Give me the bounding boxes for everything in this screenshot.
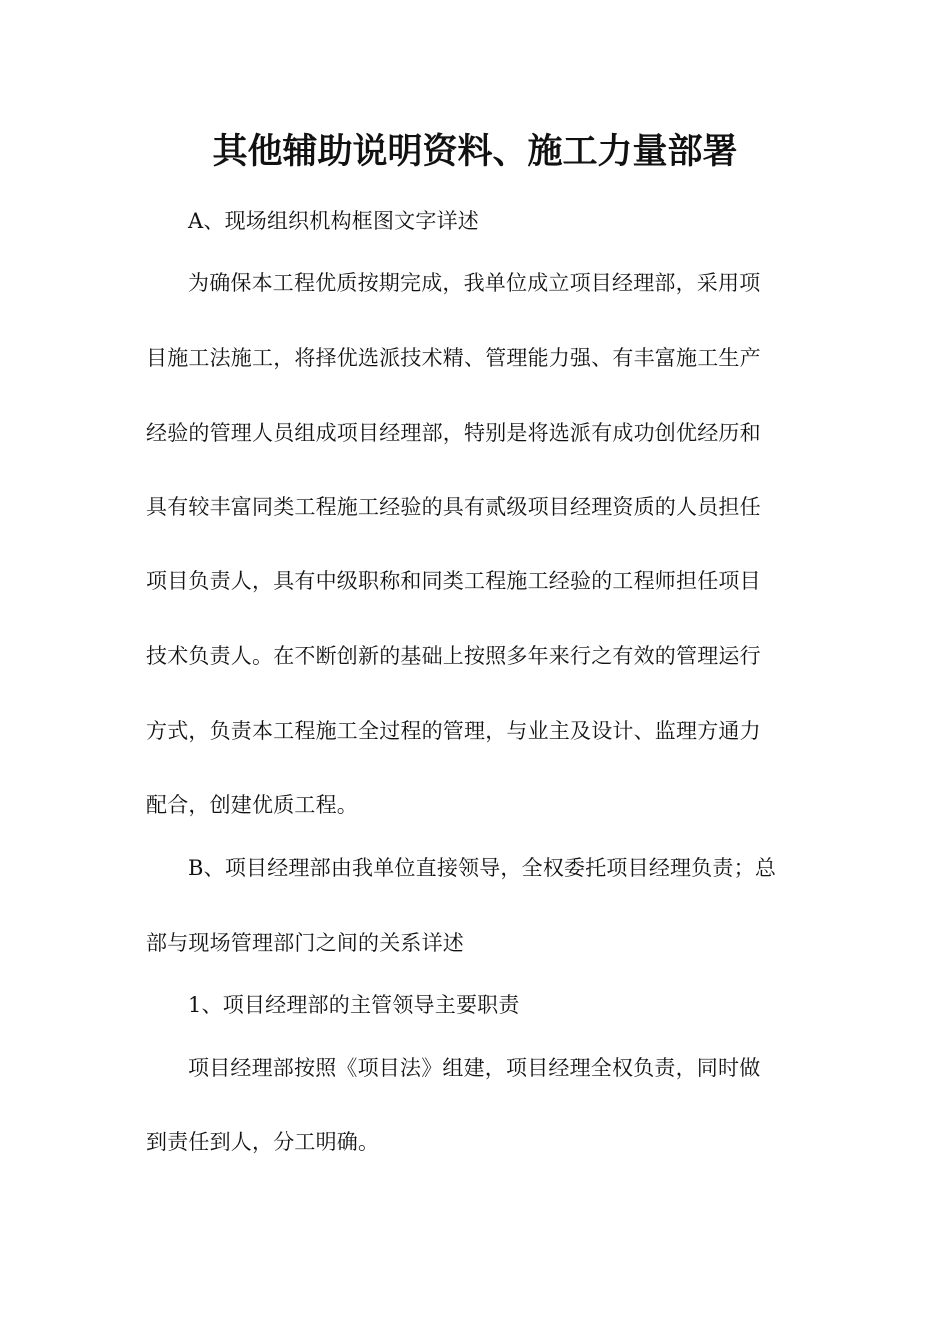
paragraph-line: 技术负责人。在不断创新的基础上按照多年来行之有效的管理运行 <box>146 644 761 668</box>
paragraph-line: 到责任到人，分工明确。 <box>146 1130 380 1154</box>
paragraph-line: 方式，负责本工程施工全过程的管理，与业主及设计、监理方通力 <box>146 719 761 743</box>
paragraph-line: 为确保本工程优质按期完成，我单位成立项目经理部，采用项 <box>188 271 761 295</box>
section-a-heading: A、现场组织机构框图文字详述 <box>188 209 479 233</box>
paragraph-line: 经验的管理人员组成项目经理部，特别是将选派有成功创优经历和 <box>146 421 761 445</box>
paragraph-line: 具有较丰富同类工程施工经验的具有贰级项目经理资质的人员担任 <box>146 495 761 519</box>
section-b-heading-continued: 部与现场管理部门之间的关系详述 <box>146 931 464 955</box>
paragraph-line: 项目负责人，具有中级职称和同类工程施工经验的工程师担任项目 <box>146 569 761 593</box>
document-title: 其他辅助说明资料、施工力量部署 <box>212 131 738 172</box>
paragraph-line: 项目经理部按照《项目法》组建，项目经理全权负责，同时做 <box>188 1056 761 1080</box>
paragraph-line: 配合，创建优质工程。 <box>146 793 358 817</box>
subsection-1-heading: 1、项目经理部的主管领导主要职责 <box>188 993 520 1017</box>
section-b-heading: B、项目经理部由我单位直接领导，全权委托项目经理负责；总 <box>188 856 777 880</box>
paragraph-line: 目施工法施工，将择优选派技术精、管理能力强、有丰富施工生产 <box>146 346 761 370</box>
